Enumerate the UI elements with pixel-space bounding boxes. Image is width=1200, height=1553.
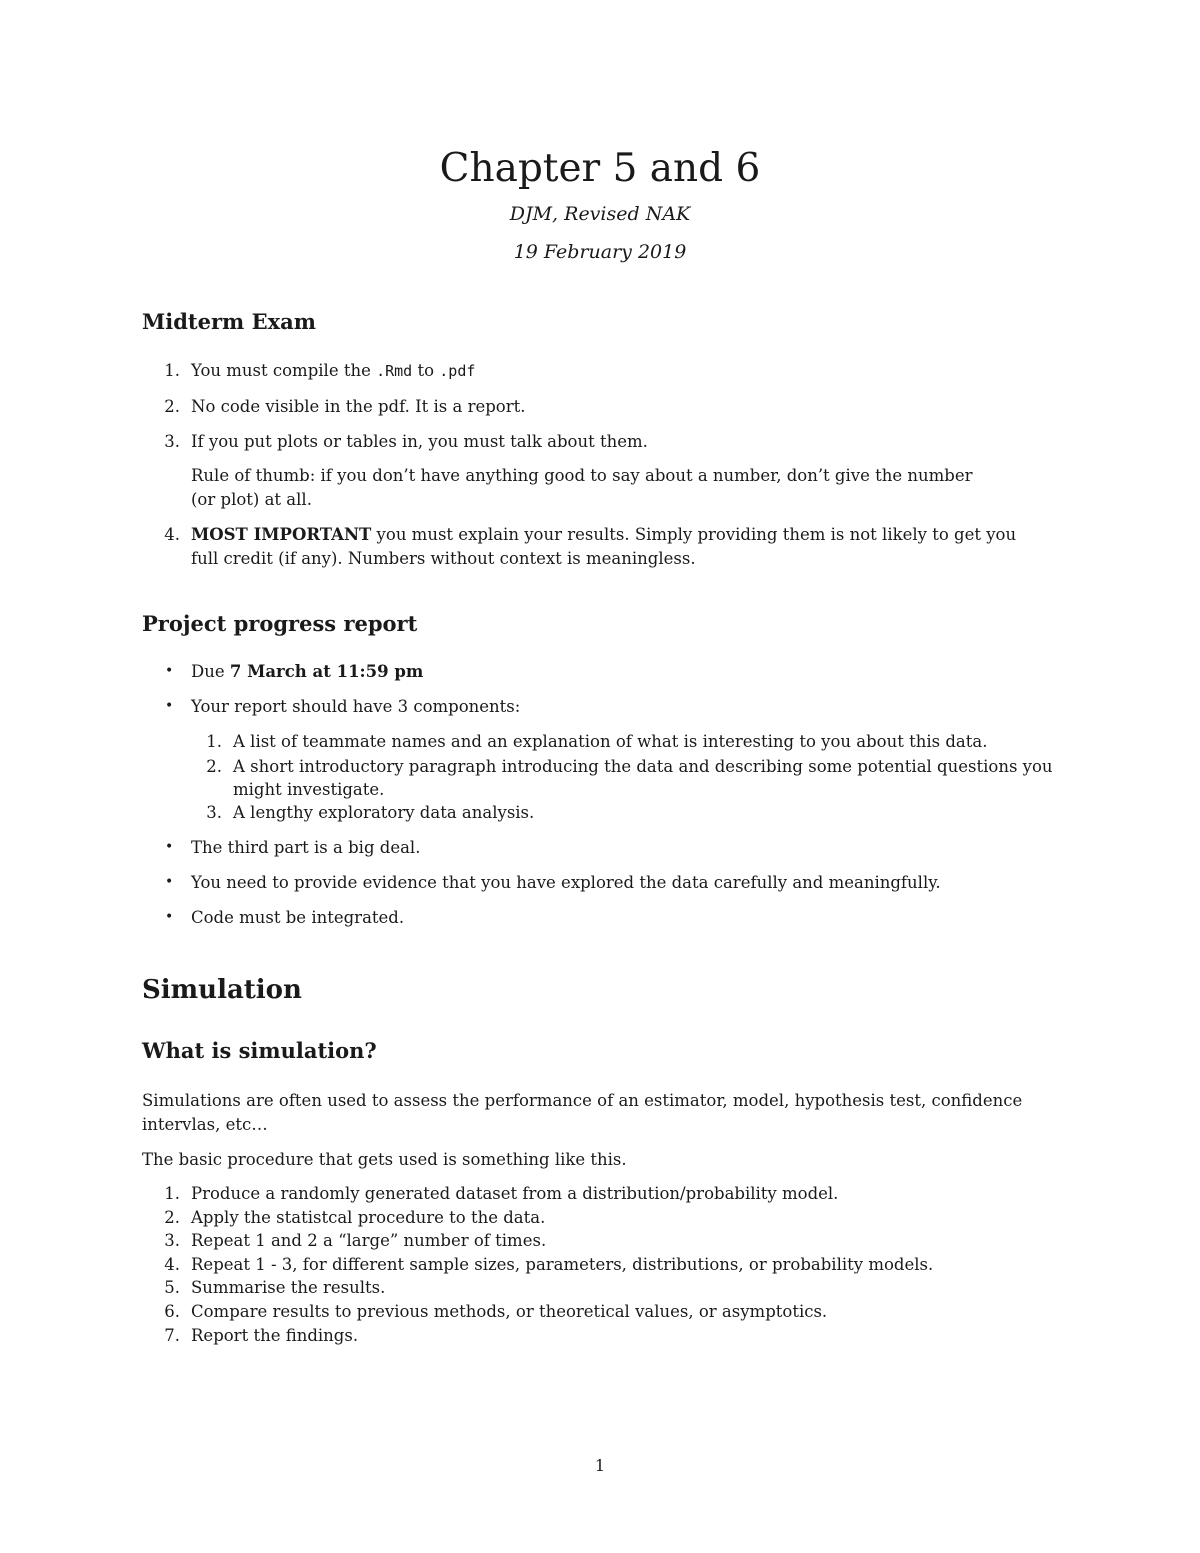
bullet-icon: • [165,663,174,679]
list-item: A lengthy exploratory data analysis. [233,803,535,822]
list-item: Summarise the results. [191,1278,386,1297]
list-item: A short introductory paragraph introducing the data and describing some potential questions you [233,757,1053,776]
inline-code: .Rmd [376,362,413,380]
inline-code: .pdf [439,362,476,380]
emphasis-text: MOST IMPORTANT [191,525,372,544]
list-item: Your report should have 3 components: [191,697,521,716]
list-number: 5. [164,1278,180,1297]
list-number: 7. [164,1326,180,1345]
list-item [191,525,1016,544]
list-item: You need to provide evidence that you have explored the data carefully and meaningfully. [191,873,941,892]
list-number: 1. [164,1184,180,1203]
list-item-continuation: might investigate. [233,780,385,799]
list-item: Compare results to previous methods, or theoretical values, or asymptotics. [191,1302,828,1321]
list-item: Apply the statistcal procedure to the data. [191,1208,546,1227]
list-item: Repeat 1 - 3, for different sample sizes, parameters, distributions, or probability models. [191,1255,934,1274]
list-item: A list of teammate names and an explanation of what is interesting to you about this data. [233,732,988,751]
list-number: 3. [164,1231,180,1250]
document-author: DJM, Revised NAK [509,203,691,225]
rule-of-thumb-line: (or plot) at all. [191,490,312,509]
midterm-heading: Midterm Exam [142,309,316,334]
list-item [191,662,423,681]
progress-heading: Project progress report [142,611,418,636]
list-item: Report the findings. [191,1326,359,1345]
list-number: 3. [206,803,222,822]
list-number: 3. [164,432,180,451]
list-number: 2. [206,757,222,776]
list-item: Code must be integrated. [191,908,405,927]
item-text: you must explain your results. Simply providing them is not likely to get you [371,525,1017,544]
rule-of-thumb-line: Rule of thumb: if you don’t have anything good to say about a number, don’t give the number [191,466,973,485]
list-item-continuation: full credit (if any). Numbers without context is meaningless. [191,549,696,568]
paragraph-line: The basic procedure that gets used is something like this. [142,1150,627,1169]
bullet-icon: • [165,909,174,925]
list-item: No code visible in the pdf. It is a report. [191,397,526,416]
list-item [191,361,475,380]
item-text: Due [191,662,230,681]
list-number: 4. [164,525,180,544]
list-item: The third part is a big deal. [191,838,421,857]
list-item: Repeat 1 and 2 a “large” number of times. [191,1231,547,1250]
list-number: 1. [206,732,222,751]
emphasis-text: 7 March at 11:59 pm [229,662,424,681]
list-item: If you put plots or tables in, you must talk about them. [191,432,648,451]
item-text: to [412,361,440,380]
bullet-icon: • [165,698,174,714]
list-number: 2. [164,397,180,416]
bullet-icon: • [165,874,174,890]
page-number: 1 [594,1456,606,1475]
list-number: 1. [164,361,180,380]
simulation-heading: Simulation [142,975,302,1005]
list-number: 2. [164,1208,180,1227]
list-item: Produce a randomly generated dataset from a distribution/probability model. [191,1184,839,1203]
bullet-icon: • [165,839,174,855]
document-date: 19 February 2019 [513,241,687,263]
list-number: 6. [164,1302,180,1321]
list-number: 4. [164,1255,180,1274]
document-title: Chapter 5 and 6 [439,146,761,191]
item-text: You must compile the [191,361,377,380]
paragraph-line: Simulations are often used to assess the performance of an estimator, model, hypothesis test, confidence [142,1091,1023,1110]
paragraph-line: intervlas, etc… [142,1115,268,1134]
simulation-subheading: What is simulation? [142,1038,377,1063]
